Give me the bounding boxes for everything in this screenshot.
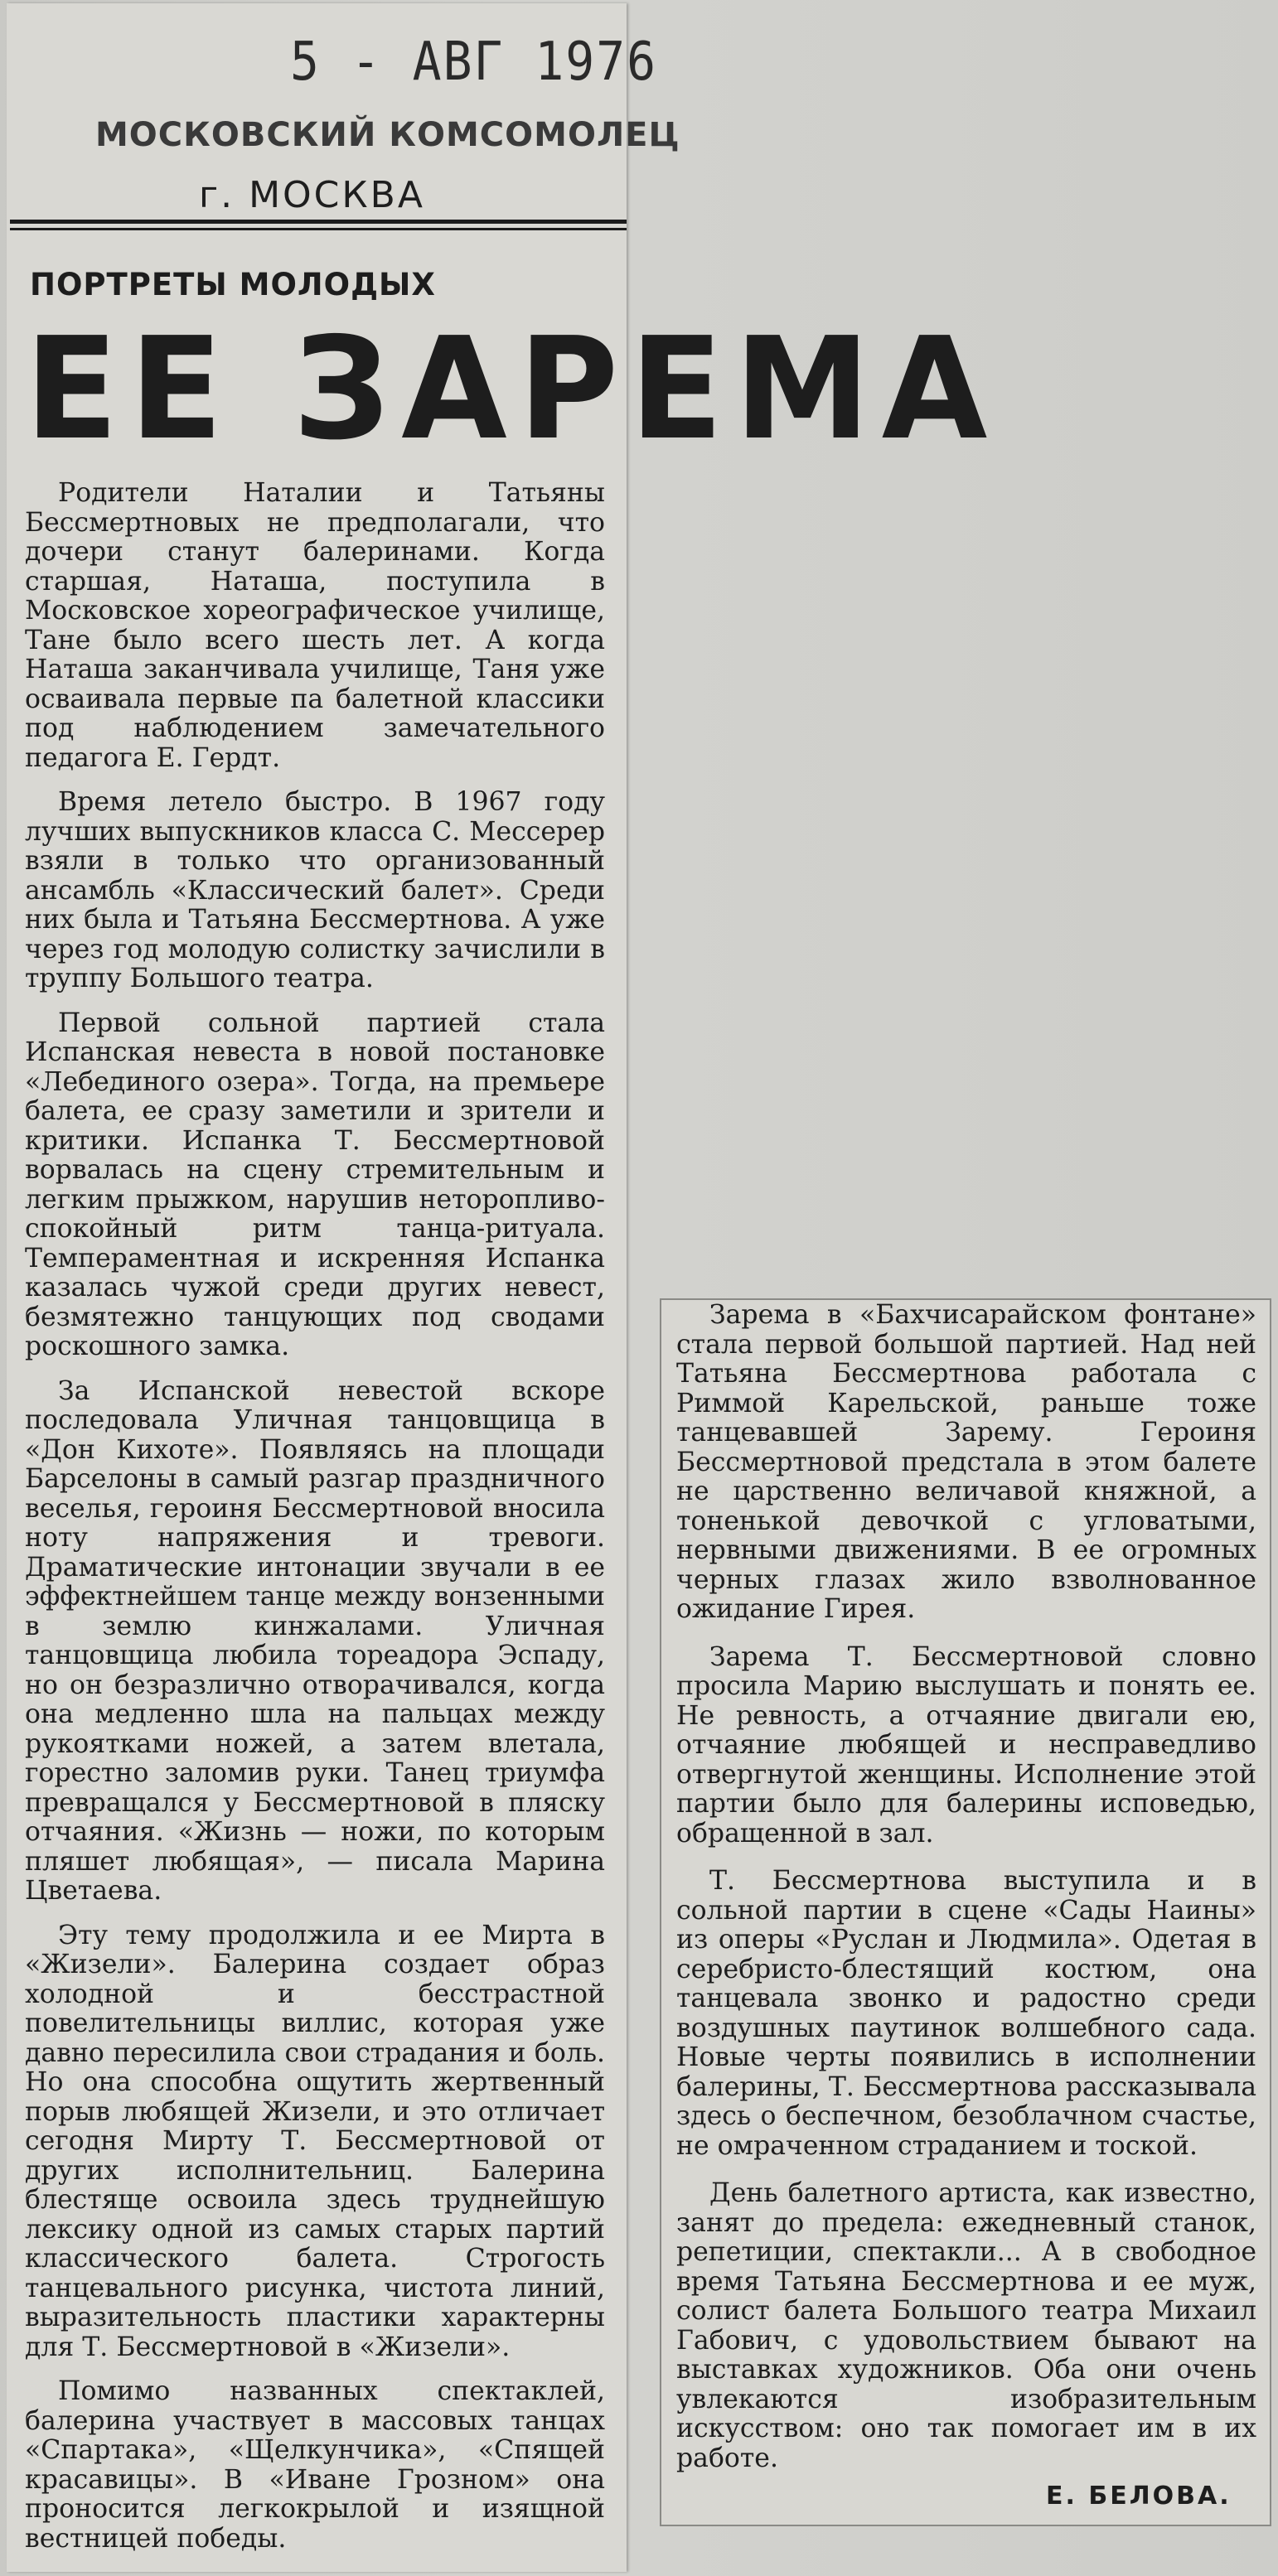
date-stamp: 5 - АВГ 1976 xyxy=(290,30,658,93)
article-column-1 xyxy=(25,479,605,2569)
author-signature: Е. БЕЛОВА. xyxy=(1046,2482,1232,2511)
rubric: ПОРТРЕТЫ МОЛОДЫХ xyxy=(30,267,436,302)
paragraph: Зарема в «Бахчисарайском фонтане» стала первой большой партией. Над ней Татьяна Бессмертнова работала с Риммой Карельской, раньше тоже танцевавшей Зарему. Героиня Бессмертновой предстала в этом балете не царственно величавой княжной, а тоненькой девочкой с угловатыми, нервными движениями. В ее огромных черных глазах жило взволнованное ожидание Гирея. xyxy=(676,1300,1256,1624)
paragraph: Помимо названных спектаклей, балерина участвует в массовых танцах «Спартака», «Щелкунчика», «Спящей красавицы». В «Иване Грозном» она проносится легкокрылой и изящной вестницей победы. xyxy=(25,2376,605,2554)
paragraph: Зарема Т. Бессмертновой словно просила Марию выслушать и понять ее. Не ревность, а отчаяние двигали ею, отчаяние любящей и несправедливо отвергнутой женщины. Исполнение этой партии было для балерины исповедью, обращенной в зал. xyxy=(676,1641,1256,1849)
paragraph: За Испанской невестой вскоре последовала Уличная танцовщица в «Дон Кихоте». Появляясь на площади Барселоны в самый разгар праздничного веселья, героиня Бессмертновой вносила ноту напряжения и тревоги. Драматические интонации звучали в ее эффектнейшем танце между вонзенными в землю кинжалами. Уличная танцовщица любила тореадора Эспаду, но он безразлично отворачивался, когда она медленно шла на пальцах между рукоятками ножей, а затем влетала, горестно заломив руки. Танец триумфа превращался у Бессмертновой в пляску отчаяния. «Жизнь — ножи, по которым пляшет любящая», — писала Марина Цветаева. xyxy=(25,1375,605,1906)
header-rule-bottom xyxy=(10,228,627,230)
paragraph: Эту тему продолжила и ее Мирта в «Жизели». Балерина создает образ холодной и бесстрастной повелительницы виллис, которая уже давно пересилила свои страдания и боль. Но она способна ощутить жертвенный порыв любящей Жизели, и это отличает сегодня Мирту Т. Бессмертновой от других исполнительниц. Балерина блестяще освоила здесь труднейшую лексику одной из самых старых партий классического балета. Строгость танцевального рисунка, чистота линий, выразительность пластики характерны для Т. Бессмертновой в «Жизели». xyxy=(25,1920,605,2362)
city-stamp: г. МОСКВА xyxy=(199,174,425,216)
header-rule-top xyxy=(10,220,627,224)
article-column-2 xyxy=(676,1301,1256,2491)
newspaper-stamp: МОСКОВСКИЙ КОМСОМОЛЕЦ xyxy=(95,116,680,154)
paragraph: Время летело быстро. В 1967 году лучших выпускников класса С. Мессерер взяли в только что организованный ансамбль «Классический балет». Среди них была и Татьяна Бессмертнова. А уже через год молодую солистку зачислили в труппу Большого театра. xyxy=(25,787,605,993)
paragraph: Т. Бессмертнова выступила и в сольной партии в сцене «Сады Наины» из оперы «Руслан и Людмила». Одетая в серебристо-блестящий костюм, она танцевала звонко и радостно среди воздушных паутинок волшебного сада. Новые черты появились в исполнении балерины, Т. Бессмертнова рассказывала здесь о беспечном, безоблачном счастье, не омраченном страданием и тоской. xyxy=(676,1866,1256,2161)
paragraph: Родители Наталии и Татьяны Бессмертновых не предполагали, что дочери станут балеринами. Когда старшая, Наташа, поступила в Московское хореографическое училище, Тане было всего шесть лет. А когда Наташа заканчивала училище, Таня уже осваивала первые па балетной классики под наблюдением замечательного педагога Е. Гердт. xyxy=(25,478,605,773)
article-headline: ЕЕ ЗАРЕМА xyxy=(25,307,999,471)
paragraph: Первой сольной партией стала Испанская невеста в новой постановке «Лебединого озера». Тогда, на премьере балета, ее сразу заметили и зрители и критики. Испанка Т. Бессмертновой ворвалась на сцену стремительным и легким прыжком, нарушив неторопливо-спокойный ритм танца-ритуала. Темпераментная и искренняя Испанка казалась чужой среди других невест, безмятежно танцующих под сводами роскошного замка. xyxy=(25,1008,605,1361)
paragraph: День балетного артиста, как известно, занят до предела: ежедневный станок, репетиции, спектакли... А в свободное время Татьяна Бессмертнова и ее муж, солист балета Большого театра Михаил Габович, с удовольствием бывают на выставках художников. Оба они очень увлекаются изобразительным искусством: оно так помогает им в их работе. xyxy=(676,2178,1256,2473)
